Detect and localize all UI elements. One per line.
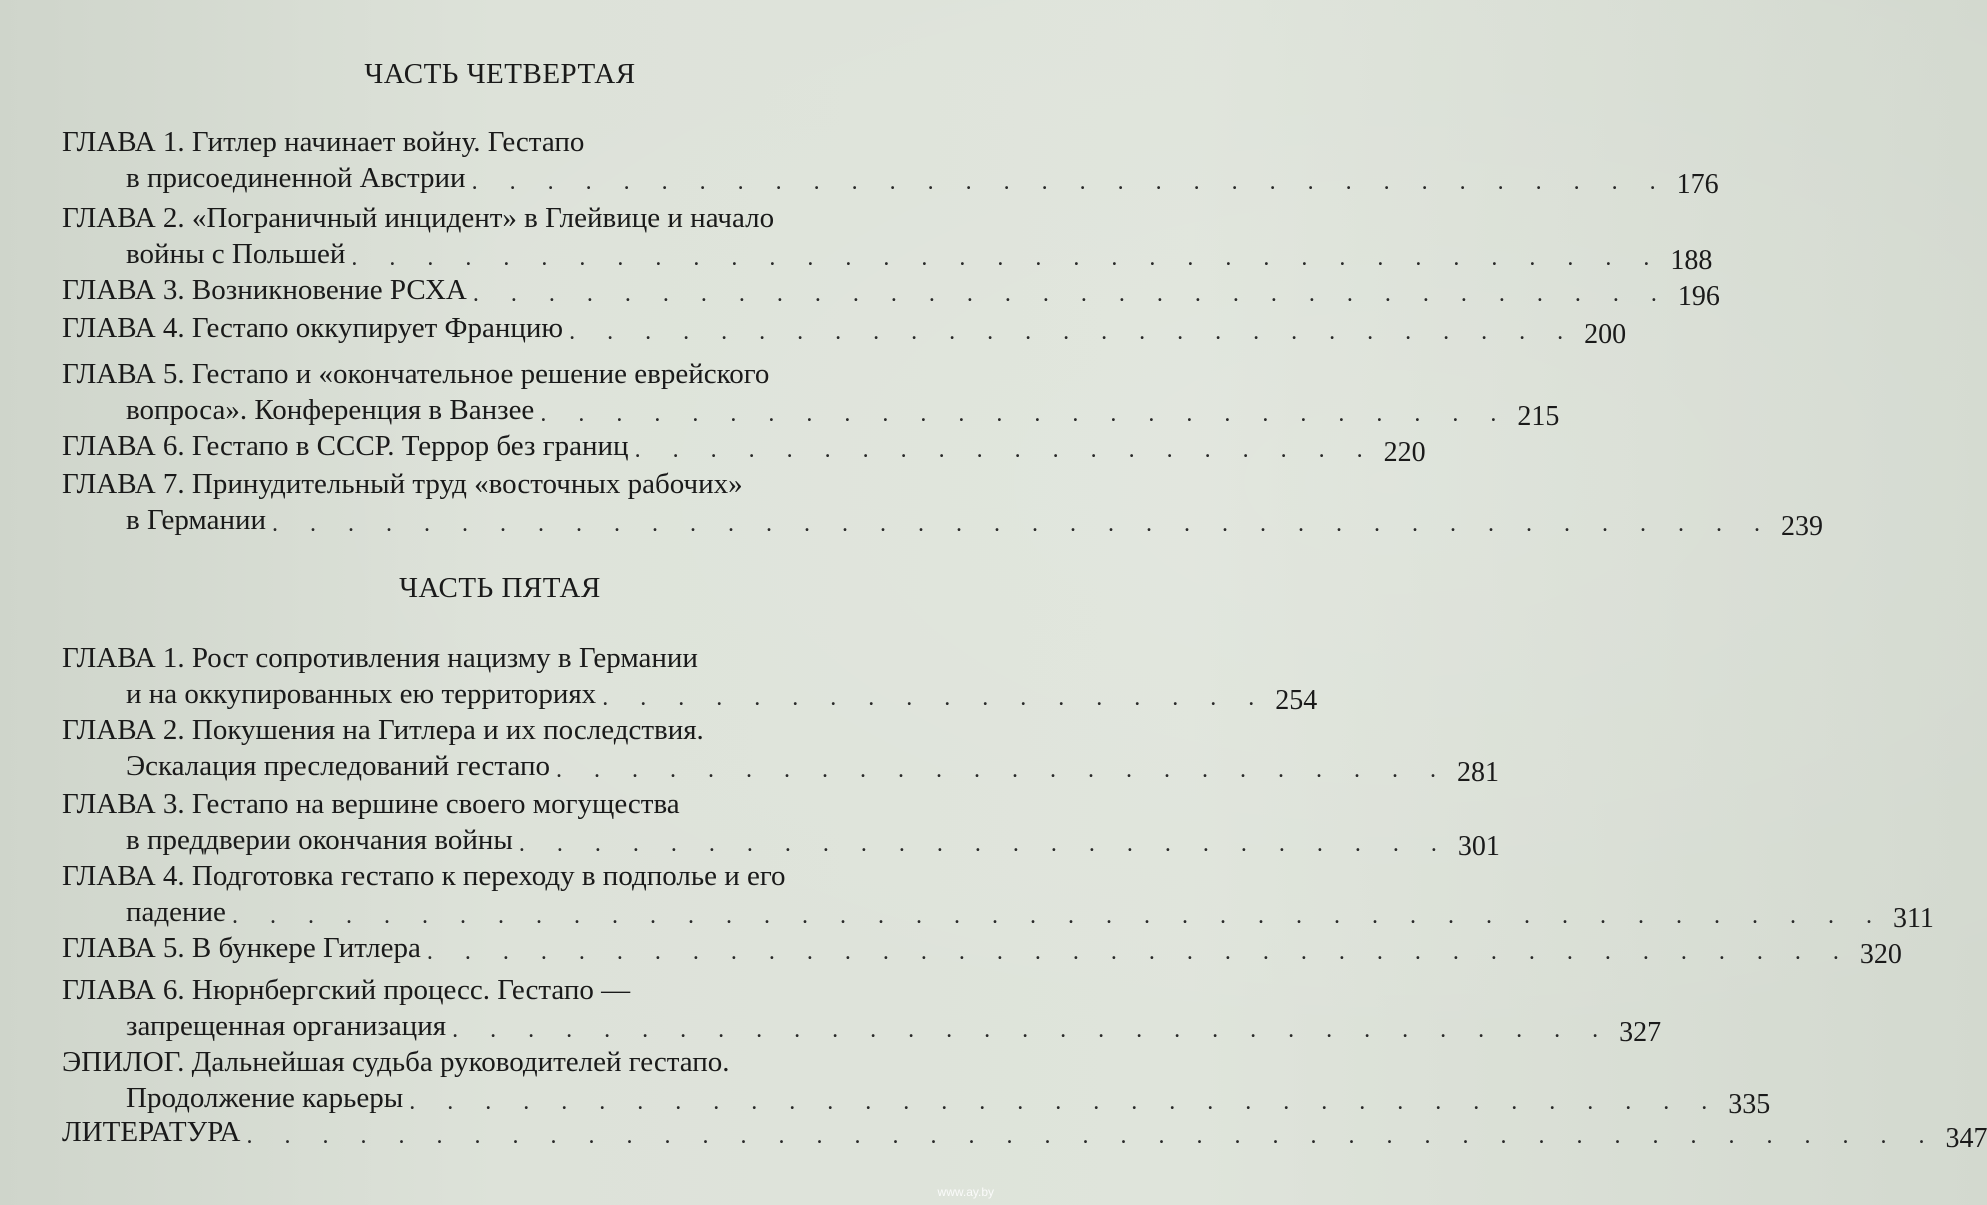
entry-title-line2: вопроса». Конференция в Ванзее [126, 394, 535, 426]
page-number: 188 [1670, 245, 1713, 276]
dot-leader: . . . . . . . . . . . . . . . . . . . . . . . . . . . [569, 319, 1577, 345]
entry-line2 [62, 822, 1500, 862]
dot-leader: . . . . . . . . . . . . . . . . . . . . . . . . . . . . . . . . . . . [409, 1089, 1721, 1115]
toc-entry [62, 786, 1500, 862]
page-number: 320 [1859, 939, 1902, 970]
page-number: 215 [1517, 401, 1560, 432]
page-number: 281 [1456, 757, 1499, 788]
entry-line2 [62, 236, 1713, 276]
part-four-heading: ЧАСТЬ ЧЕТВЕРТАЯ [364, 58, 636, 90]
entry-title-line2: ГЛАВА 4. Гестапо оккупирует Францию [62, 312, 564, 344]
entry-title-line1: ГЛАВА 6. Нюрнбергский процесс. Гестапо — [62, 974, 631, 1006]
entry-title-line1: ЭПИЛОГ. Дальнейшая судьба руководителей гестапо. [62, 1046, 730, 1078]
page-number: 335 [1728, 1089, 1771, 1120]
toc-entry [62, 466, 1824, 542]
entry-line2 [62, 1114, 1987, 1154]
toc-entry [62, 310, 1627, 350]
entry-title-line1: ГЛАВА 4. Подготовка гестапо к переходу в подполье и его [62, 860, 786, 892]
page-number: 327 [1619, 1017, 1662, 1048]
entry-title-line2: запрещенная организация [126, 1010, 447, 1042]
entry-line2 [62, 748, 1499, 788]
toc-entry [62, 356, 1560, 432]
entry-title-line2: в преддверии окончания войны [126, 824, 513, 856]
page-number: 176 [1676, 169, 1719, 200]
page-number: 239 [1781, 511, 1824, 542]
dot-leader: . . . . . . . . . . . . . . . . . . . . . . . . . . . . . . . . . . . . . . . . . . . . . [246, 1123, 1938, 1149]
dot-leader: . . . . . . . . . . . . . . . . . . . . . . . . . . . . . . . . . . . [351, 245, 1663, 271]
entry-title-line2: войны с Польшей [126, 238, 346, 270]
entry-title-line2: ЛИТЕРАТУРА [62, 1116, 241, 1148]
page-number: 220 [1383, 437, 1426, 468]
entry-title-line2: ГЛАВА 6. Гестапо в СССР. Террор без границ [62, 430, 629, 462]
entry-title-line2: в Германии [126, 504, 267, 536]
part-five-heading: ЧАСТЬ ПЯТАЯ [399, 572, 601, 604]
toc-entry [62, 640, 1318, 716]
entry-title-line1: ГЛАВА 2. «Пограничный инцидент» в Глейвице и начало [62, 202, 775, 234]
dot-leader: . . . . . . . . . . . . . . . . . . . . . . . . . . . . . . . . . . . . . . [426, 939, 1852, 965]
watermark-text: www.ay.by [937, 1185, 994, 1199]
entry-title-line2: и на оккупированных ею территориях [126, 678, 597, 710]
dot-leader: . . . . . . . . . . . . . . . . . . . . . . . . . . . . . . . . . . . . . . . . [272, 511, 1774, 537]
dot-leader: . . . . . . . . . . . . . . . . . . [602, 685, 1268, 711]
entry-title-line2: в присоединенной Австрии [126, 162, 466, 194]
toc-entry [62, 200, 1713, 276]
page-number: 301 [1457, 831, 1500, 862]
entry-line2 [62, 676, 1318, 716]
page-number: 347 [1945, 1123, 1987, 1154]
entry-line2 [62, 1080, 1771, 1120]
entry-line2 [62, 392, 1560, 432]
entry-title-line2: Продолжение карьеры [126, 1082, 404, 1114]
dot-leader: . . . . . . . . . . . . . . . . . . . . [634, 437, 1376, 463]
entry-title-line1: ГЛАВА 2. Покушения на Гитлера и их последствия. [62, 714, 704, 746]
toc-entry [62, 1114, 1987, 1154]
dot-leader: . . . . . . . . . . . . . . . . . . . . . . . . . . [540, 401, 1510, 427]
page-number: 254 [1275, 685, 1318, 716]
entry-title-line1: ГЛАВА 7. Принудительный труд «восточных рабочих» [62, 468, 743, 500]
entry-line2 [62, 160, 1719, 200]
entry-title-line2: падение [126, 896, 226, 928]
dot-leader: . . . . . . . . . . . . . . . . . . . . . . . . [555, 757, 1449, 783]
toc-entry [62, 858, 1934, 934]
dot-leader: . . . . . . . . . . . . . . . . . . . . . . . . . [518, 831, 1450, 857]
dot-leader: . . . . . . . . . . . . . . . . . . . . . . . . . . . . . . . [452, 1017, 1612, 1043]
dot-leader: . . . . . . . . . . . . . . . . . . . . . . . . . . . . . . . . [472, 281, 1670, 307]
entry-title-line2: Эскалация преследований гестапо [126, 750, 550, 782]
toc-entry [62, 1044, 1771, 1120]
page-number: 200 [1584, 319, 1627, 350]
entry-title-line2: ГЛАВА 5. В бункере Гитлера [62, 932, 421, 964]
entry-line2 [62, 310, 1627, 350]
entry-line2 [62, 272, 1720, 312]
entry-title-line2: ГЛАВА 3. Возникновение РСХА [62, 274, 467, 306]
toc-entry [62, 712, 1499, 788]
dot-leader: . . . . . . . . . . . . . . . . . . . . . . . . . . . . . . . . . . . . . . . . . . . . [231, 903, 1885, 929]
entry-title-line1: ГЛАВА 1. Гитлер начинает войну. Гестапо [62, 126, 585, 158]
entry-line2 [62, 1008, 1662, 1048]
entry-title-line1: ГЛАВА 5. Гестапо и «окончательное решение еврейского [62, 358, 770, 390]
toc-entry [62, 972, 1662, 1048]
page-number: 311 [1892, 903, 1934, 934]
entry-line2 [62, 930, 1902, 970]
toc-entry [62, 428, 1426, 468]
toc-entry [62, 930, 1902, 970]
dot-leader: . . . . . . . . . . . . . . . . . . . . . . . . . . . . . . . . [471, 169, 1669, 195]
entry-line2 [62, 894, 1934, 934]
page-number: 196 [1677, 281, 1720, 312]
toc-entry [62, 124, 1719, 200]
toc-entry [62, 272, 1720, 312]
entry-line2 [62, 428, 1426, 468]
entry-line2 [62, 502, 1824, 542]
entry-title-line1: ГЛАВА 1. Рост сопротивления нацизму в Германии [62, 642, 698, 674]
entry-title-line1: ГЛАВА 3. Гестапо на вершине своего могущества [62, 788, 680, 820]
